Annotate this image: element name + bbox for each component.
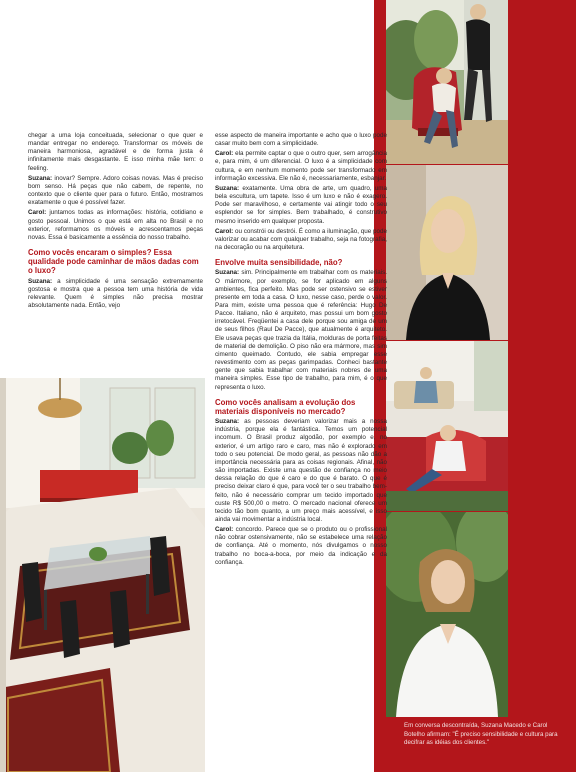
speaker-label: Carol: — [215, 227, 234, 235]
speaker-label: Carol: — [215, 526, 234, 534]
paragraph: Suzana: a simplicidade é uma sensação extremamente gostosa e mostra que a pessoa tem uma história de vida relevante. Quem é simples não precisa mostrar absolutamente nada. Então, vejo — [28, 277, 203, 310]
paragraph: Carol: juntamos todas as informações: história, cotidiano e gosto pessoal. Unimos o que está em alta no Brasil e no exterior, reformamos os móveis e acrescentamos peças novas. Essa é basicamente a essência do nosso trabalho. — [28, 209, 203, 241]
photo-two-women-chair — [386, 0, 508, 164]
photo-dining-room — [0, 378, 205, 772]
photo-caption: Em conversa descontraída, Suzana Macedo e Carol Botelho afirmam: "É preciso sensibilidade e cultura para decifrar as idéias dos clientes." — [404, 722, 558, 746]
paragraph: Carol: concordo. Parece que se o produto ou o profissional não cobrar ostensivamente, não se estabelece uma relação de confiança. Até o momento, nós divulgamos o nosso trabalho no boca-a-boca, por meio da indicação e da confiança. — [215, 526, 387, 566]
speaker-label: Suzana: — [215, 269, 240, 277]
speaker-label: Carol: — [215, 150, 234, 158]
paragraph: Suzana: inovar? Sempre. Adoro coisas novas. Mas é preciso bom senso. Há peças que não cabem, de repente, no contexto que o cliente quer para o futuro. Então, mostramos exatamente o que é possível fazer. — [28, 174, 203, 207]
speaker-label: Suzana: — [215, 418, 240, 426]
speaker-label: Carol: — [28, 209, 47, 217]
paragraph: Suzana: exatamente. Uma obra de arte, um quadro, uma bela escultura, um tapete. Isso é um luxo e não é exagero. Pode ser maravilhoso, e certamente vai atingir todo o seu esplendor se for simples. Bem trabalhado, é construtivo mesmo inserido em qualquer proposta. — [215, 184, 387, 225]
speaker-label: Suzana: — [28, 277, 53, 285]
paragraph: Suzana: sim. Principalmente em trabalhar com os materiais. O mármore, por exemplo, se for aplicado em alguns ambientes, fica perfeito. Mas pode ser ostensivo se estiver presente em toda a casa. O luxo, nesse caso, perde o valor. Para mim, existe uma pessoa que é referência: Hugo De Pacce. Italiano, não é arquiteto, mas possui um bom gosto irretocável. Freqüentei a casa dele porque sou amiga de um de seus filhos (Raul De Pacce), que atualmente é arquiteto. Ele usava peças que trazia da Itália, molduras de porta feitas de material de demolição. O piso não era mármore, mas sim cimento queimado. Contudo, ele sabia empregar esse revestimento com as peças garimpadas. Conheci bastante gente que sabia trabalhar com materiais nobres de uma maneira simples. Esse tipo de trabalho, para mim, é o que representa o luxo. — [215, 269, 387, 391]
interview-question: Como vocês analisam a evolução dos materiais disponíveis no mercado? — [215, 397, 356, 416]
article-column-2 — [215, 132, 387, 569]
paragraph: Carol: ou constrói ou destrói. É como a iluminação, que pode valorizar ou acabar com qualquer trabalho, seja na fotografia, na decoração ou na arquitetura. — [215, 227, 387, 252]
interview-question: Como vocês encaram o simples? Essa qualidade pode caminhar de mãos dadas com o luxo? — [28, 248, 199, 276]
article-column-1 — [28, 132, 203, 312]
photo-young-woman — [386, 512, 508, 717]
speaker-label: Suzana: — [28, 174, 53, 182]
speaker-label: Suzana: — [215, 184, 240, 192]
paragraph: chegar a uma loja conceituada, selecionar o que quer e mandar entregar no endereço. Transformar os móveis de maneira harmoniosa, agradável e de forma justa é infinitamente mais desgastante. E isso minha mãe tem: o feeling. — [28, 132, 203, 172]
interview-question: Envolve muita sensibilidade, não? — [215, 258, 343, 268]
paragraph: Carol: ela permite captar o que o outro quer, sem arrogância e, para mim, é um diferencial. O luxo é a simplicidade com cultura, e em nenhum momento pode ser transformado em informação excessiva. Ele não é, necessariamente, esbanjar. — [215, 150, 387, 182]
photo-living-room-women — [386, 341, 508, 511]
paragraph: esse aspecto de maneira importante e acho que o luxo pode casar muito bem com a simplicidade. — [215, 132, 387, 148]
paragraph: Suzana: as pessoas deveriam valorizar mais a nossa indústria, porque ela é fantástica. Temos um potencial incomum. O Brasil produz algodão, por exemplo e, no exterior, é um artigo raro e caro, mas não é explorado em todo o seu potencial. De modo geral, as pessoas não dão a importância necessária para as coisas regionais. Afinal, não são importadas. Existe uma questão de confiança no meio dessa relação do que é caro e do que é barato. O que é preciso deixar claro é que, para você ter o seu trabalho bem-feito, não é necessário comprar um tecido importado que custe R$ 500,00 o metro. O mercado nacional oferece um tecido tão bom quanto, a um preço mais acessível, e isso ainda vai movimentar a indústria local. — [215, 418, 387, 524]
photo-blonde-woman — [386, 165, 508, 340]
